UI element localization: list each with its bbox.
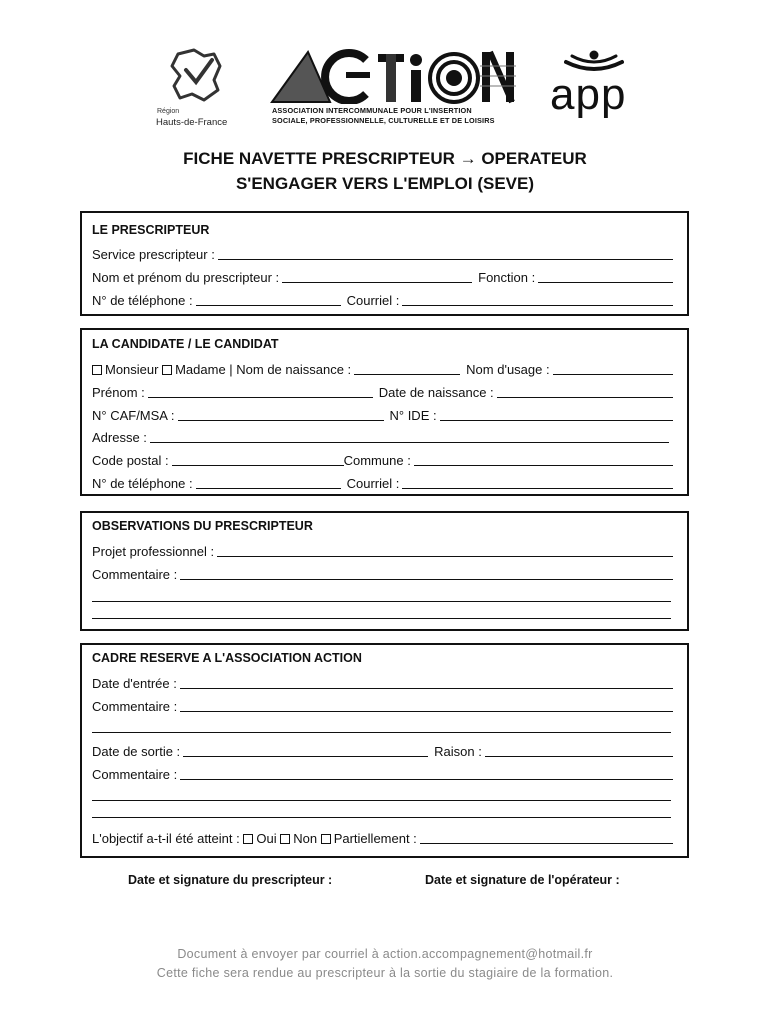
commentaire-extra-line[interactable]	[92, 618, 671, 619]
commentaire-sortie-field[interactable]	[180, 768, 673, 780]
signature-operateur-label: Date et signature de l'opérateur :	[425, 873, 620, 887]
section-heading: LE PRESCRIPTEUR	[92, 223, 210, 237]
field-row-date-entree: Date d'entrée :	[92, 673, 673, 691]
title-line-1: FICHE NAVETTE PRESCRIPTEUR → OPERATEUR	[183, 149, 587, 168]
courriel-candidat-field[interactable]	[402, 477, 673, 489]
nom-prescripteur-field[interactable]	[282, 271, 472, 283]
field-row-commentaire: Commentaire :	[92, 564, 673, 582]
telephone-candidat-field[interactable]	[196, 477, 341, 489]
action-subtitle: ASSOCIATION INTERCOMMUNALE POUR L'INSERTION SOCIALE, PROFESSIONNELLE, CULTURELLE ET DE LOISIRS	[272, 106, 495, 125]
title-line-2: S'ENGAGER VERS L'EMPLOI (SEVE)	[235, 174, 535, 193]
page-title	[0, 146, 770, 196]
raison-field[interactable]	[485, 745, 673, 757]
field-row-prenom: Prénom : Date de naissance :	[92, 382, 673, 400]
date-sortie-field[interactable]	[183, 745, 428, 757]
field-row-adresse: Adresse :	[92, 427, 669, 445]
partiellement-field[interactable]	[420, 832, 673, 844]
service-prescripteur-field[interactable]	[218, 248, 673, 260]
section-candidat	[80, 328, 689, 496]
footer-note	[0, 945, 770, 983]
field-row-civilite: Monsieur Madame | Nom de naissance : Nom d'usage :	[92, 359, 673, 377]
code-postal-field[interactable]	[172, 454, 344, 466]
field-row-caf: N° CAF/MSA : N° IDE :	[92, 405, 673, 423]
partiellement-checkbox[interactable]	[321, 834, 331, 844]
region-label: Région	[157, 108, 180, 115]
commentaire-entree-field[interactable]	[180, 700, 673, 712]
adresse-field[interactable]	[150, 431, 669, 443]
field-row-commentaire-1: Commentaire :	[92, 696, 673, 714]
action-wordmark-icon	[268, 46, 518, 104]
nom-usage-field[interactable]	[553, 363, 673, 375]
oui-checkbox[interactable]	[243, 834, 253, 844]
nom-naissance-field[interactable]	[354, 363, 460, 375]
commentaire-extra-line[interactable]	[92, 800, 671, 801]
ide-field[interactable]	[440, 409, 673, 421]
region-logo	[152, 46, 248, 130]
monsieur-checkbox[interactable]	[92, 365, 102, 375]
fonction-field[interactable]	[538, 271, 673, 283]
date-entree-field[interactable]	[180, 677, 673, 689]
field-row-date-sortie: Date de sortie : Raison :	[92, 741, 673, 759]
field-row-contact: N° de téléphone : Courriel :	[92, 473, 673, 491]
field-row-commentaire-2: Commentaire :	[92, 764, 673, 782]
app-text: app	[550, 70, 627, 119]
commentaire-extra-line[interactable]	[92, 817, 671, 818]
telephone-prescripteur-field[interactable]	[196, 294, 341, 306]
commentaire-observations-field[interactable]	[180, 568, 673, 580]
section-prescripteur	[80, 211, 689, 316]
section-cadre-reserve	[80, 643, 689, 858]
courriel-prescripteur-field[interactable]	[402, 294, 673, 306]
section-heading: LA CANDIDATE / LE CANDIDAT	[92, 337, 279, 351]
commentaire-extra-line[interactable]	[92, 601, 671, 602]
caf-msa-field[interactable]	[178, 409, 384, 421]
footer-line-1: Document à envoyer par courriel à action.accompagnement@hotmail.fr	[177, 947, 593, 961]
footer-line-2: Cette fiche sera rendue au prescripteur à la sortie du stagiaire de la formation.	[156, 966, 614, 980]
commune-field[interactable]	[414, 454, 673, 466]
field-row-contact: N° de téléphone : Courriel :	[92, 290, 673, 308]
section-heading: CADRE RESERVE A L'ASSOCIATION ACTION	[92, 651, 362, 665]
field-row-service: Service prescripteur :	[92, 244, 673, 262]
commentaire-extra-line[interactable]	[92, 732, 671, 733]
prenom-field[interactable]	[148, 386, 373, 398]
region-map-icon	[164, 46, 228, 106]
app-logo	[550, 50, 640, 130]
projet-professionnel-field[interactable]	[217, 545, 673, 557]
signature-prescripteur-label: Date et signature du prescripteur :	[128, 873, 333, 887]
section-heading: OBSERVATIONS DU PRESCRIPTEUR	[92, 519, 313, 533]
date-naissance-field[interactable]	[497, 386, 673, 398]
madame-checkbox[interactable]	[162, 365, 172, 375]
action-logo	[268, 46, 518, 130]
field-row-commune: Code postal : Commune :	[92, 450, 673, 468]
field-row-nom: Nom et prénom du prescripteur : Fonction :	[92, 267, 673, 285]
region-name: Hauts-de-France	[156, 117, 228, 128]
header-logos	[0, 44, 770, 134]
section-observations	[80, 511, 689, 631]
non-checkbox[interactable]	[280, 834, 290, 844]
field-row-projet: Projet professionnel :	[92, 541, 673, 559]
field-row-objectif: L'objectif a-t-il été atteint : Oui Non Partiellement :	[92, 828, 673, 846]
